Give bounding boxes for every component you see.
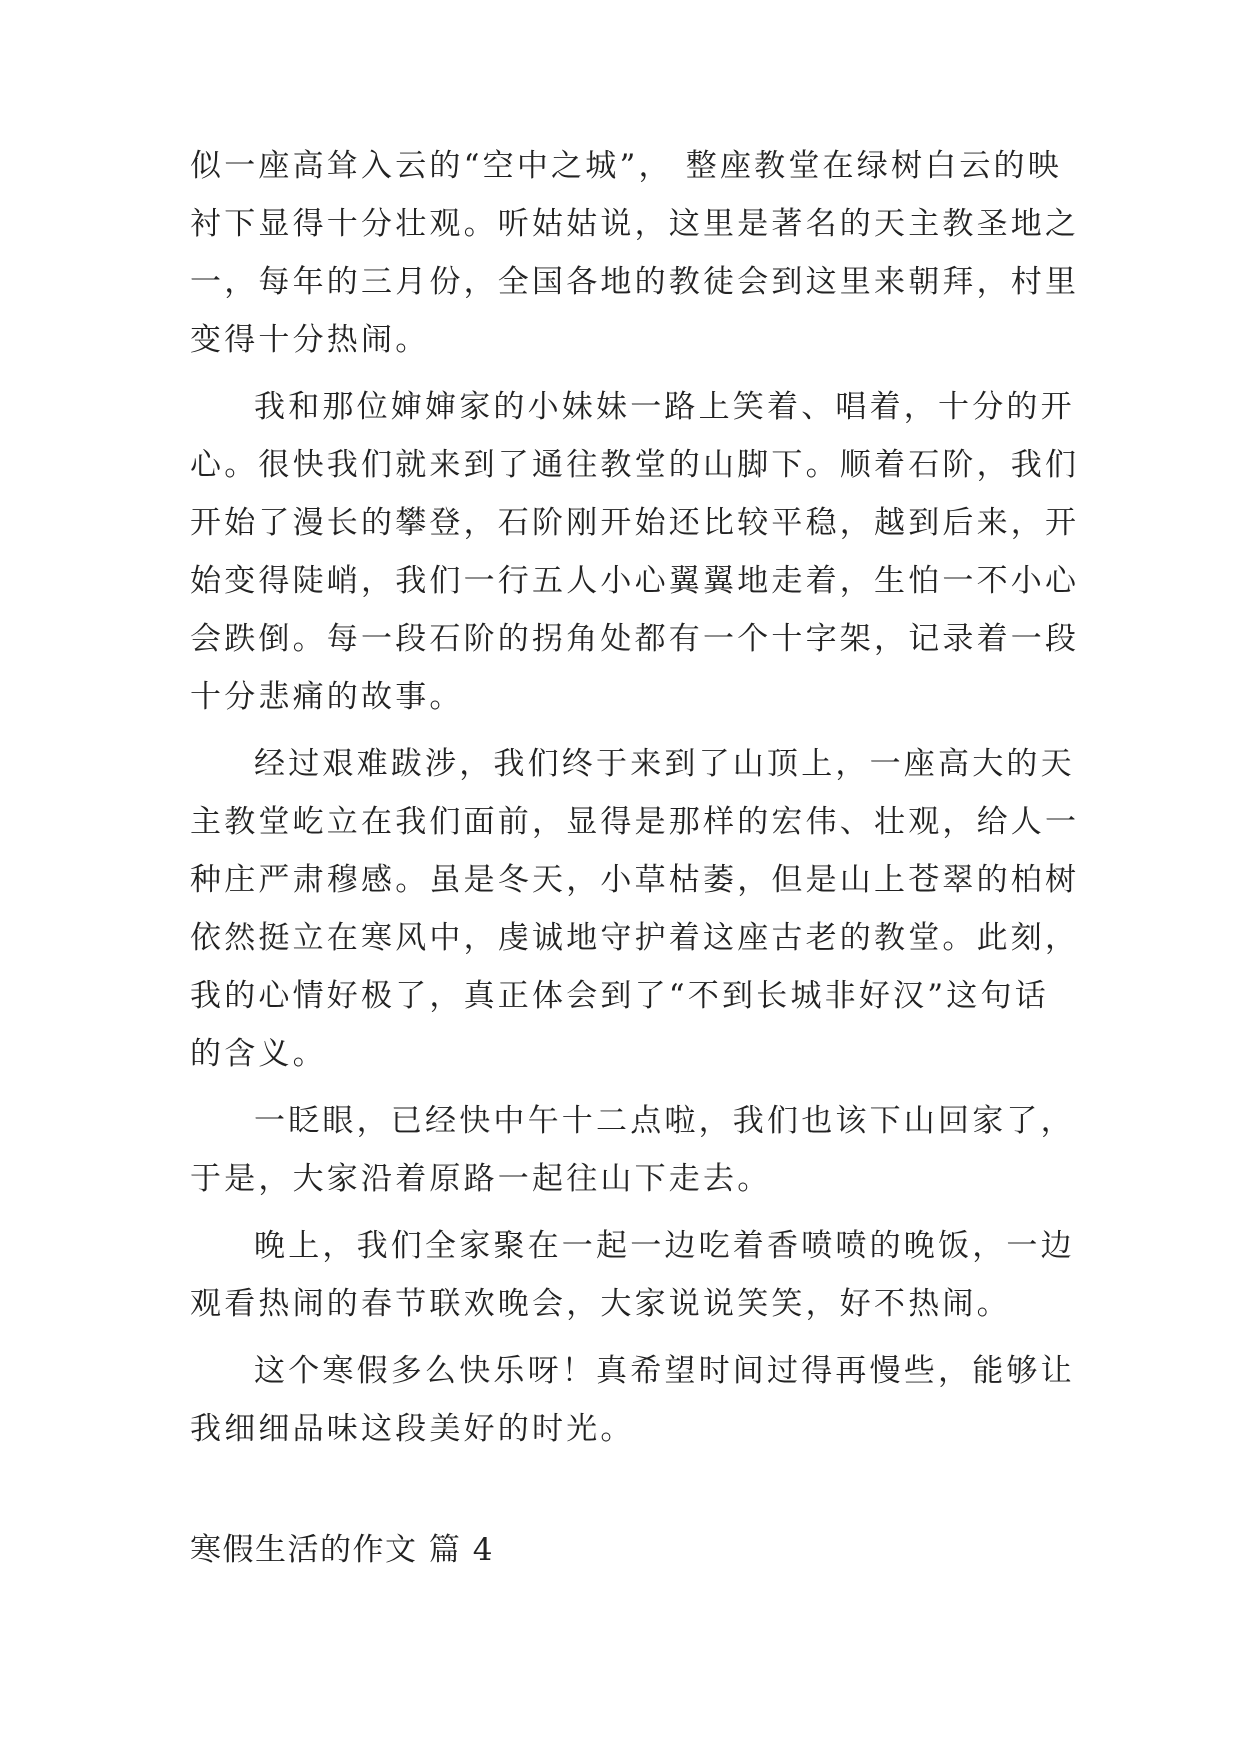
paragraph-line: 开始了漫长的攀登，石阶刚开始还比较平稳，越到后来，开	[190, 505, 1080, 541]
paragraph-line: 经过艰难跋涉，我们终于来到了山顶上，一座高大的天	[254, 746, 1075, 782]
paragraph-line: 衬下显得十分壮观。听姑姑说，这里是著名的天主教圣地之	[190, 206, 1080, 242]
paragraph-line: 这个寒假多么快乐呀！真希望时间过得再慢些，能够让	[254, 1353, 1075, 1389]
paragraph-line: 一眨眼，已经快中午十二点啦，我们也该下山回家了，	[254, 1103, 1075, 1139]
paragraph-line: 我细细品味这段美好的时光。	[190, 1411, 635, 1447]
paragraph-line: 会跌倒。每一段石阶的拐角处都有一个十字架，记录着一段	[190, 621, 1080, 657]
paragraph-line: 我和那位婶婶家的小妹妹一路上笑着、唱着，十分的开	[254, 389, 1075, 425]
paragraph-line: 于是，大家沿着原路一起往山下走去。	[190, 1161, 772, 1197]
section-heading: 寒假生活的作文 篇 4	[190, 1532, 494, 1568]
paragraph-line: 变得十分热闹。	[190, 322, 430, 358]
paragraph-line: 似一座高耸入云的“空中之城”， 整座教堂在绿树白云的映	[190, 148, 1062, 184]
paragraph-line: 一，每年的三月份，全国各地的教徒会到这里来朝拜，村里	[190, 264, 1080, 300]
paragraph-line: 心。很快我们就来到了通往教堂的山脚下。顺着石阶，我们	[190, 447, 1080, 483]
paragraph-line: 依然挺立在寒风中，虔诚地守护着这座古老的教堂。此刻，	[190, 920, 1080, 956]
paragraph-line: 十分悲痛的故事。	[190, 679, 464, 715]
paragraph-line: 晚上，我们全家聚在一起一边吃着香喷喷的晚饭，一边	[254, 1228, 1075, 1264]
paragraph-line: 我的心情好极了，真正体会到了“不到长城非好汉”这句话	[190, 978, 1049, 1014]
paragraph-line: 始变得陡峭，我们一行五人小心翼翼地走着，生怕一不小心	[190, 563, 1080, 599]
paragraph-line: 种庄严肃穆感。虽是冬天，小草枯萎，但是山上苍翠的柏树	[190, 862, 1080, 898]
paragraph-line: 的含义。	[190, 1036, 327, 1072]
paragraph-line: 主教堂屹立在我们面前，显得是那样的宏伟、壮观，给人一	[190, 804, 1080, 840]
paragraph-line: 观看热闹的春节联欢晚会，大家说说笑笑，好不热闹。	[190, 1286, 1011, 1322]
